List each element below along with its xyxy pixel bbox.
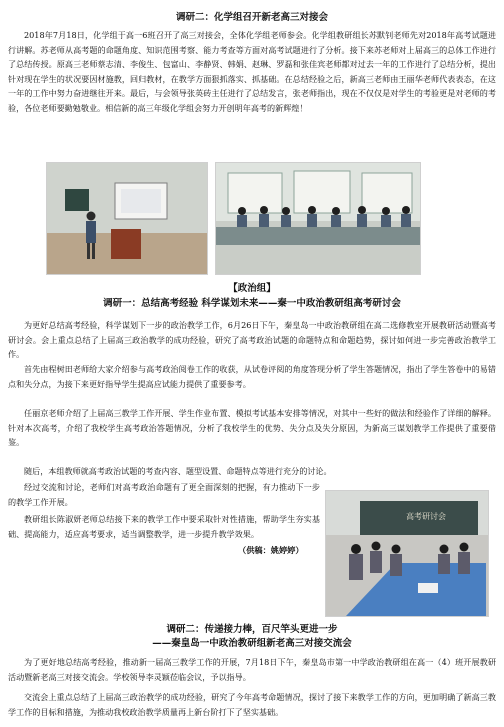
politics-photo-image bbox=[326, 491, 488, 616]
section2-paragraph-5: 经过交流和讨论，老师们对高考政治命题有了更全面深刻的把握，有力推动下一步的教学工作开展。 bbox=[8, 482, 320, 507]
section3-subtitle: ——秦皇岛一中政治教研组新老高三对接交流会 bbox=[152, 638, 352, 649]
section2-paragraph-2: 首先由程树田老师给大家介绍参与高考政治阅卷工作的收获，从试卷评阅的角度答现分析了学生答题情况，指出了学生答卷中的易错点和失分点，为接下来更好指导学生提高应试能力提供了重要参考。 bbox=[8, 364, 496, 389]
photo-chemistry-meeting bbox=[215, 162, 421, 275]
lecture-photo-image bbox=[47, 163, 207, 274]
section2-paragraph-1: 为更好总结高考经验，科学谋划下一步的政治教学工作，6月26日下午，秦皇岛一中政治教研组在高二选修教室开展教研活动暨高考研讨会。会上重点总结了上届高三政治教学的成功经验，研究了高考政治试题的命题特点和命题趋势，探讨如何进一步完善政治教学工作。 bbox=[8, 320, 496, 360]
section1-title: 调研二：化学组召开新老高三对接会 bbox=[175, 12, 328, 23]
photo-chemistry-lecture bbox=[46, 162, 208, 275]
section2-group-title: 【政治组】 bbox=[228, 283, 276, 294]
section1-paragraph: 2018年7月18日，化学组于高一6班召开了高三对接会，全体化学组老师参会。化学组教研组长苏默钊老师先对2018年高考试题进行讲解。苏老师从高考题的命题角度、知识范围考察、能力考查等方面对高考试题进行了分析。接下来苏老师对上届高三的总体工作进行了总结传授。原高三老师蔡志清、李俊生、包富山、李静贤、韩娟、赵琳、罗磊和张佳宾老师都对过去一年的工作进行了总结分析，提出针对现在学生的状况要因材施教，回归教材，在教学方面狠抓落实、抓基础。在总结经验之后，新高三老师由王丽华老师代表表态，在这一年的工作中努力奋进继往开来。最后，与会领导张英砖主任进行了总结发言，张老师指出，现在不仅仅是对学生的考验更是对老师的考验，各位老师要勤勉敬业。相信新的高三年级化学组会努力开创明年高考的新辉煌！ bbox=[8, 30, 496, 113]
meeting-photo-image bbox=[216, 163, 420, 274]
section2-author: （供稿：姚婷婷） bbox=[238, 545, 304, 555]
section3-paragraph-2: 交流会上重点总结了上届高三政治教学的成功经验，研究了今年高考命题情况，探讨了接下来教学工作的方向，更加明确了新高三教学工作的目标和措施，为推动我校政治教学质量再上新台阶打下了坚实基础。 bbox=[8, 692, 496, 717]
section2-paragraph-4: 随后，本组教师就高考政治试题的考查内容、题型设置、命题特点等进行充分的讨论。 bbox=[24, 466, 332, 476]
section2-paragraph-6: 教研组长陈淑妍老师总结接下来的教学工作中要采取针对性措施，帮助学生夯实基础、提高能力，适应高考要求，适当调整教学，进一步提升教学效果。 bbox=[8, 514, 320, 539]
photo-politics-meeting bbox=[325, 490, 489, 617]
svg-text:高考研讨会: 高考研讨会 bbox=[406, 512, 446, 521]
section3-title: 调研二：传递接力棒，百尺竿头更进一步 bbox=[166, 624, 338, 635]
section2-paragraph-3: 任丽京老师介绍了上届高三教学工作开展、学生作业布置、模拟考试基本安排等情况，对其中一些好的做法和经验作了详细的解释。针对本次高考，介绍了我校学生高考政治答题情况，分析了我校学生的优势、失分点及失分原因，为新高三谋划教学工作提供了重要借鉴。 bbox=[8, 408, 496, 448]
section3-paragraph-1: 为了更好地总结高考经验，推动新一届高三教学工作的开展，7月18日下午，秦皇岛市第一中学政治教研组在高一（4）班开展教研活动暨新老高三对接交流会。学校领导李灵颖莅临会议，予以指导。 bbox=[8, 657, 496, 682]
section2-title: 调研一：总结高考经验 科学谋划未来——秦一中政治教研组高考研讨会 bbox=[103, 298, 401, 309]
